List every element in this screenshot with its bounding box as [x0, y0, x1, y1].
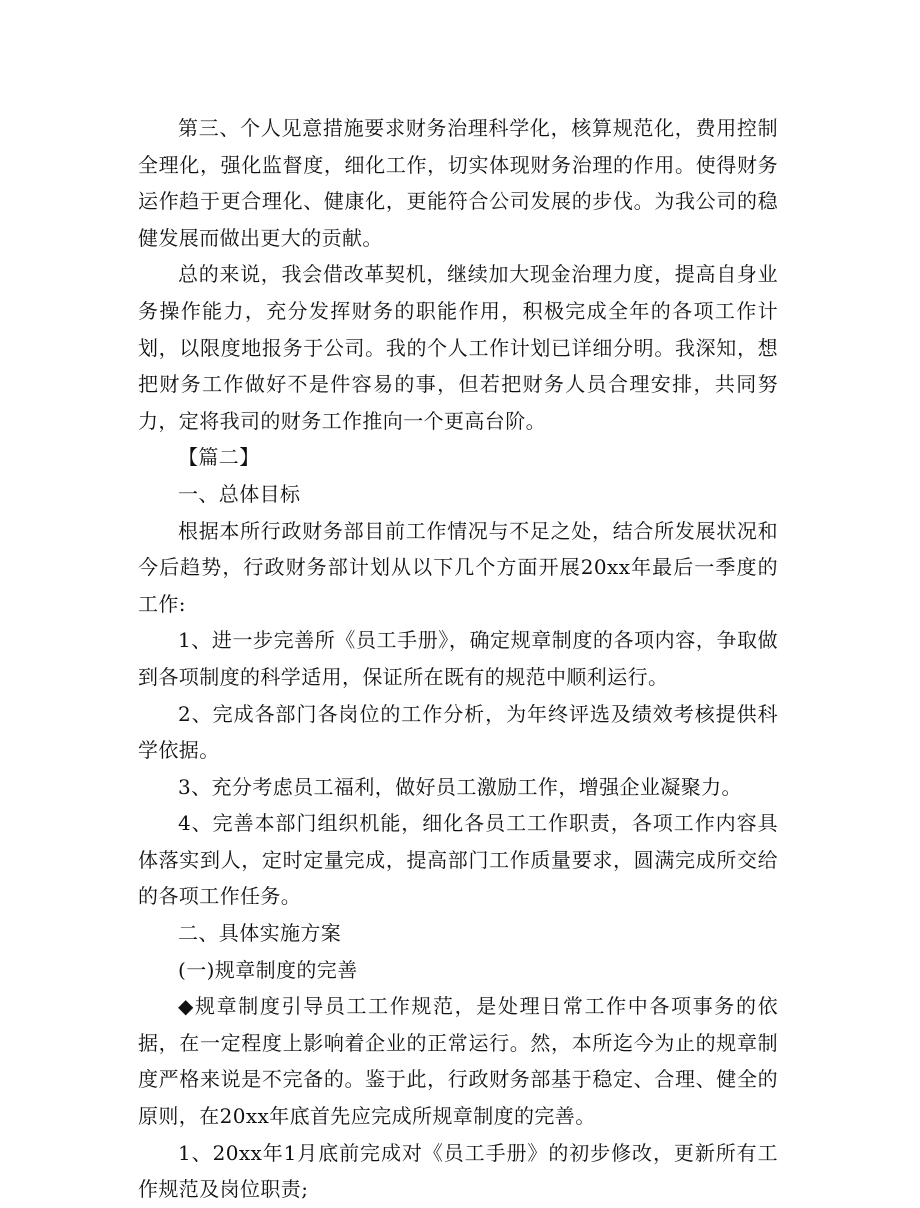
- list-item-rules-1: 1、20xx年1月底前完成对《员工手册》的初步修改，更新所有工作规范及岗位职责;: [138, 1140, 778, 1202]
- list-item-goal-1: 1、进一步完善所《员工手册》，确定规章制度的各项内容，争取做到各项制度的科学适用，保证所在既有的规范中顺利运行。: [138, 628, 778, 689]
- paragraph-summary: 总的来说，我会借改革契机，继续加大现金治理力度，提高自身业务操作能力，充分发挥财务的职能作用，积极完成全年的各项工作计划，以限度地报务于公司。我的个人工作计划已详细分明。我深知，想把财务工作做好不是件容易的事，但若把财务人员合理安排，共同努力，定将我司的财务工作推向一个更高台阶。: [138, 262, 778, 433]
- list-item-goal-2: 2、完成各部门各岗位的工作分析，为年终评选及绩效考核提供科学依据。: [138, 701, 778, 763]
- paragraph-rules-description: ◆规章制度引导员工工作规范，是处理日常工作中各项事务的依据，在一定程度上影响着企业的正常运行。然，本所迄今为止的规章制度严格来说是不完备的。鉴于此，行政财务部基于稳定、合理、健全的原则，在20xx年底首先应完成所规章制度的完善。: [138, 994, 778, 1129]
- subheading-rules-improvement: (一)规章制度的完善: [178, 957, 358, 982]
- heading-implementation-plan: 二、具体实施方案: [178, 921, 342, 946]
- list-item-goal-3: 3、充分考虑员工福利，做好员工激励工作，增强企业凝聚力。: [178, 774, 742, 799]
- list-item-goal-4: 4、完善本部门组织机能，细化各员工工作职责，各项工作内容具体落实到人，定时定量完成，提高部门工作质量要求，圆满完成所交给的各项工作任务。: [138, 811, 778, 909]
- document-page: [138, 110, 778, 1208]
- section-heading-part-two: 【篇二】: [178, 445, 260, 470]
- paragraph-goal-intro: 根据本所行政财务部目前工作情况与不足之处，结合所发展状况和今后趋势，行政财务部计划从以下几个方面开展20xx年最后一季度的工作:: [138, 518, 778, 616]
- heading-overall-goal: 一、总体目标: [178, 481, 301, 506]
- paragraph-personal-measures: 第三、个人见意措施要求财务治理科学化，核算规范化，费用控制全理化，强化监督度，细化工作，切实体现财务治理的作用。使得财务运作趋于更合理化、健康化，更能符合公司发展的步伐。为我公司的稳健发展而做出更大的贡献。: [138, 116, 778, 250]
